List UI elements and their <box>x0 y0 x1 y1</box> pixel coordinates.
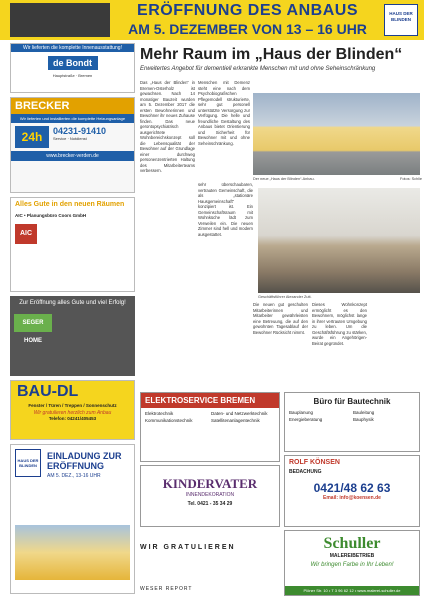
elektro-service-1: Elektrotechnik <box>145 411 174 416</box>
debondt-logo: de Bondt <box>48 56 98 70</box>
haus-der-blinden-logo: HAUS DER BLINDEN <box>15 449 41 477</box>
elektro-service-4: Satellitenanlagentechnik <box>211 418 260 423</box>
article-col3: sehr überschaubaren, vertrauten Gemeinschaft, die als „stationäre Hausgemeinschaft“ konzipiert ist. Ein Gemeinschaftsraum mit Wohnküche lädt zum Verweilen ein. Die neuen Zimmer sind hell und modern ausgestattet. <box>198 182 253 237</box>
seger-title: Zur Eröffnung alles Gute und viel Erfolg! <box>19 300 126 306</box>
brecker-logo: BRECKER <box>11 98 134 114</box>
wir-gratulieren-text: WIR GRATULIEREN <box>140 544 236 551</box>
einladung-ad <box>10 444 135 594</box>
article-title: Mehr Raum im „Haus der Blinden“ <box>140 46 403 63</box>
debondt-banner: Wir lieferten die komplette Innenausstattung! <box>11 44 134 52</box>
schuller-logo: Schuller <box>323 535 381 552</box>
haus-der-blinden-badge: HAUS DER BLINDEN <box>384 4 418 36</box>
kindervater-phone: Tel. 0421 - 35 34 29 <box>187 501 233 507</box>
debondt-text: Hauptstraße · Bremen <box>52 73 93 78</box>
bau-dl-gratulate: Wir gratulieren herzlich zum Anbau <box>33 410 112 416</box>
brecker-24h: 24h <box>15 126 49 148</box>
elektro-service-3: Kommunikationstechnik <box>145 418 193 423</box>
seger-ad <box>10 296 135 376</box>
photo-director <box>258 188 420 293</box>
einladung-date: AM 5. DEZ., 13-16 UHR <box>47 473 101 479</box>
koensen-logo: ROLF KÖNSEN <box>289 459 340 466</box>
photo1-caption: Der neue „Haus der Blinden“-Anbau. <box>253 177 315 181</box>
elektroservice-ad <box>140 392 280 462</box>
header-subheadline: AM 5. DEZEMBER VON 13 – 16 UHR <box>128 21 367 37</box>
schuller-ad <box>284 530 420 596</box>
article-col2: Menschen mit Demenz steht eine nach dem Psychobiografischen Pflegemodell strukturierte, sehr gut personell unterstützte Versorgung zur Verfügung. Die helle und freundliche Gestaltung des Anbaus bietet Orientierung und Sicherheit für Bewohner mit und ohne Seheinschränkung. <box>198 80 250 146</box>
buero-item-4: Bauphysik <box>353 417 374 422</box>
aic-title: Alles Gute in den neuen Räumen <box>15 201 125 208</box>
buero-item-3: Energieberatung <box>289 417 323 422</box>
buero-item-1: Bauplanung <box>289 410 314 415</box>
brecker-note: Wir lieferten und installierten die komplette Heizungsanlage <box>11 114 134 123</box>
kindervater-logo: KINDERVATER <box>162 476 258 491</box>
photo1-credit: Fotos: Schlie <box>400 177 422 181</box>
advert-logo <box>10 3 110 37</box>
debondt-ad <box>10 43 135 93</box>
kindervater-sub: INNENDEKORATION <box>185 492 235 498</box>
buero-item-2: Bauleitung <box>353 410 375 415</box>
page-header <box>0 0 424 40</box>
brecker-ad <box>10 97 135 193</box>
seger-logo: SEGER HOME <box>14 314 52 332</box>
koensen-phone: 0421/48 62 63 <box>313 481 391 495</box>
buero-bautechnik-ad <box>284 392 420 452</box>
article-col5: Dieses Wohnkonzept ermöglicht es den Bewohnern, möglichst lange in ihrer vertrauten Umgebung zu leben. Um die Geschäftsführung zu stärken, wurde ein Angehörigen-Beirat gegründet. <box>312 302 367 346</box>
brecker-url: www.brecker-verden.de <box>11 151 134 161</box>
building-photo <box>15 525 130 580</box>
koensen-sub: BEDACHUNG <box>289 469 322 475</box>
wir-gratulieren-ad <box>140 530 280 596</box>
aic-logo: AIC <box>15 224 37 244</box>
bau-dl-logo: BAU-DL <box>17 383 79 400</box>
brecker-info: Service · Notdienst <box>53 136 87 141</box>
schuller-sub: MALEREIBETRIEB <box>329 553 375 559</box>
aic-ad <box>10 197 135 292</box>
brecker-phone: 04231-91410 <box>53 126 107 136</box>
header-headline: ERÖFFNUNG DES ANBAUS <box>137 2 358 19</box>
koensen-email: Email: info@koensen.de <box>323 495 381 501</box>
article-col1: Das „Haus der Blinden“ in Bremen-Osterholz ist gewachsen. Nach 14 monatiger Bauzeit wurden am 5. Dezember 2017 die ersten Bewohnerinnen und Bewohner ihr neues Zuhause finden. Das neue gerontopsychiatrisch ausgerichtete Wohnbereichskonzept soll die Lebensqualität der Bewohner auf der Grundlage einer durchweg personenzentrierten Haltung des Mitarbeiterteams verbessern. <box>140 80 195 173</box>
bau-dl-ad <box>10 380 135 440</box>
bau-dl-phone: Telefon: 04241/405453 <box>48 416 97 421</box>
article-subtitle: Erweitertes Angebot für dementiell erkrankte Menschen mit und ohne Seheinschränkung <box>140 66 376 72</box>
aic-name: AIC • Planungsbüro Coors GmbH <box>15 213 87 218</box>
photo-building <box>253 93 420 175</box>
elektro-service-2: Daten- und Netzwerktechnik <box>211 411 268 416</box>
buero-title: Büro für Bautechnik <box>313 397 391 406</box>
article-col4: Die neuen gut geschulten Mitarbeiterinnen und Mitarbeiter gewährleisten eine Betreuung, die auf den gewohnten Tagesablauf der Bewohner Rücksicht nimmt. <box>253 302 308 335</box>
schuller-slogan: Wir bringen Farbe in Ihr Leben! <box>310 562 394 568</box>
koensen-ad <box>284 455 420 527</box>
schuller-footer: Plöner Str. 10 • T 3 96 62 12 • www.malerei-schuller.de <box>285 586 419 595</box>
bau-dl-sub: Fenster / Türen / Treppen / Sonnenschutz <box>28 403 117 408</box>
photo2-caption: Geschäftsführer Alexander Zutt. <box>258 295 312 299</box>
kindervater-ad <box>140 465 280 527</box>
weser-report-label: WESER REPORT <box>140 586 193 592</box>
elektro-logo: ELEKTROSERVICE BREMEN <box>141 393 279 408</box>
einladung-title: EINLADUNG ZUR ERÖFFNUNG <box>47 451 122 471</box>
